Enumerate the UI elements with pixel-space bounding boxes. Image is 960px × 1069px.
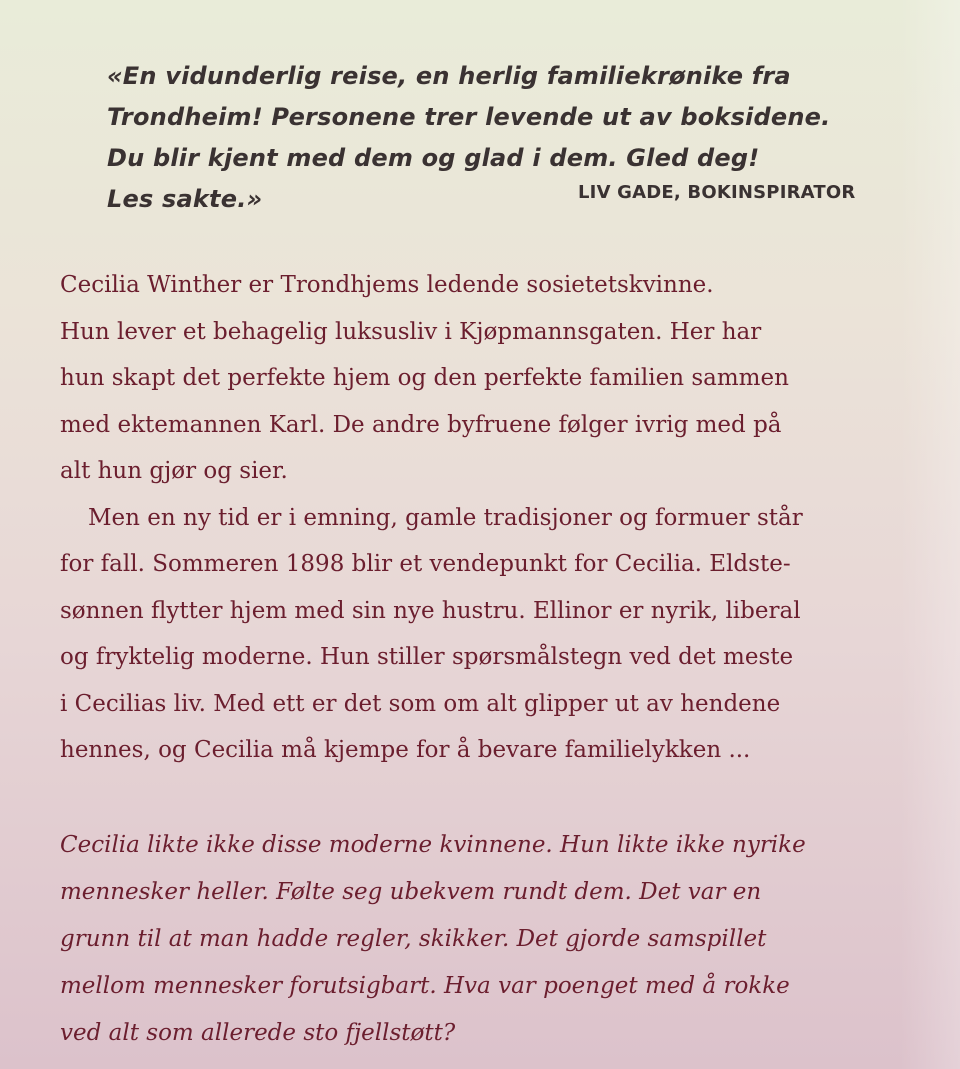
quote-line: «En vidunderlig reise, en herlig familiekrønike fra (107, 62, 791, 90)
text-line: med ektemannen Karl. De andre byfruene følger ivrig med på (60, 411, 782, 438)
text-line: hun skapt det perfekte hjem og den perfekte familien sammen (60, 365, 789, 391)
text-line: Men en ny tid er i emning, gamle tradisjoner og formuer står (88, 504, 803, 531)
text-line: alt hun gjør og sier. (60, 458, 288, 484)
excerpt-line: mellom mennesker forutsigbart. Hva var poenget med å rokke (60, 973, 790, 999)
page-edge-shading (900, 0, 960, 1069)
text-line: sønnen flytter hjem med sin nye hustru. Ellinor er nyrik, liberal (60, 597, 801, 624)
text-line: Hun lever et behagelig luksusliv i Kjøpmannsgaten. Her har (60, 318, 762, 345)
excerpt-line: ved alt som allerede sto fjellstøtt? (60, 1020, 456, 1046)
text-line: Cecilia Winther er Trondhjems ledende sosietetskvinne. (60, 272, 714, 298)
text-line: for fall. Sommeren 1898 blir et vendepunkt for Cecilia. Eldste- (60, 551, 791, 577)
quote-attribution: LIV GADE, BOKINSPIRATOR (578, 182, 856, 203)
quote-line: Les sakte.» (107, 185, 263, 213)
text-line: og fryktelig moderne. Hun stiller spørsmålstegn ved det meste (60, 644, 794, 670)
excerpt-line: grunn til at man hadde regler, skikker. Det gjorde samspillet (60, 926, 767, 952)
excerpt-line: mennesker heller. Følte seg ubekvem rundt dem. Det var en (60, 879, 762, 905)
quote-line: Trondheim! Personene trer levende ut av boksidene. (107, 103, 831, 131)
text-line: i Cecilias liv. Med ett er det som om alt glipper ut av hendene (60, 690, 781, 717)
book-excerpt (60, 822, 900, 1057)
excerpt-line: Cecilia likte ikke disse moderne kvinnene. Hun likte ikke nyrike (60, 832, 806, 858)
book-description (60, 262, 880, 774)
quote-line: Du blir kjent med dem og glad i dem. Gled deg! (107, 144, 760, 172)
text-line: hennes, og Cecilia må kjempe for å bevare familielykken ... (60, 737, 751, 763)
description-paragraph (60, 262, 880, 495)
description-paragraph (60, 495, 880, 774)
